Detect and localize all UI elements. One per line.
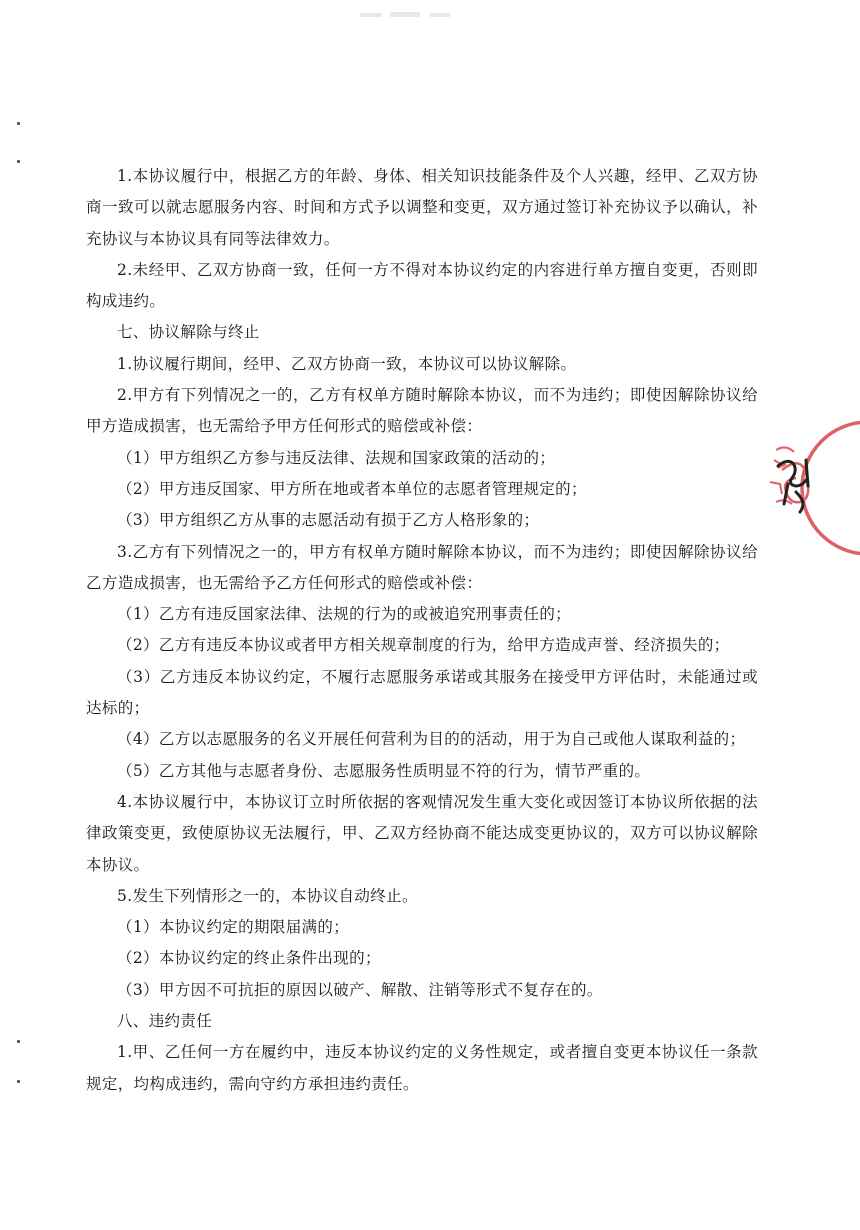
clause-paragraph: 4.本协议履行中，本协议订立时所依据的客观情况发生重大变化或因签订本协议所依据的法律政策变更，致使原协议无法履行，甲、乙双方经协商不能达成变更协议的，双方可以协议解除本协议。 [86, 792, 758, 874]
scan-speck [17, 122, 20, 125]
list-item: （3）乙方违反本协议约定，不履行志愿服务承诺或其服务在接受甲方评估时，未能通过或达标的； [86, 667, 758, 718]
scan-artifact-top [360, 10, 470, 20]
list-item: （1）甲方组织乙方参与违反法律、法规和国家政策的活动的； [117, 448, 556, 467]
clause-paragraph: 1.协议履行期间，经甲、乙双方协商一致，本协议可以协议解除。 [117, 354, 577, 373]
clause-paragraph: 1.甲、乙任何一方在履约中，违反本协议约定的义务性规定，或者擅自变更本协议任一条款规定，均构成违约，需向守约方承担违约责任。 [86, 1043, 758, 1093]
list-item: （1）本协议约定的期限届满的； [117, 918, 350, 937]
scan-speck [17, 1040, 20, 1043]
section-heading: 七、协议解除与终止 [117, 323, 260, 342]
list-item: （4）乙方以志愿服务的名义开展任何营利为目的的活动，用于为自己或他人谋取利益的； [117, 730, 746, 749]
list-item: （3）甲方组织乙方从事的志愿活动有损于乙方人格形象的； [117, 511, 540, 530]
section-heading: 八、违约责任 [117, 1012, 213, 1031]
clause-paragraph: 2.甲方有下列情况之一的，乙方有权单方随时解除本协议，而不为违约；即使因解除协议给甲方造成损害，也无需给予甲方任何形式的赔偿或补偿： [86, 386, 758, 436]
list-item: （2）本协议约定的终止条件出现的； [117, 949, 381, 968]
list-item: （3）甲方因不可抗拒的原因以破产、解散、注销等形式不复存在的。 [117, 980, 603, 999]
scan-speck [17, 1080, 20, 1083]
list-item: （5）乙方其他与志愿者身份、志愿服务性质明显不符的行为，情节严重的。 [117, 761, 651, 780]
seal-stamp [748, 420, 860, 556]
clause-paragraph: 2.未经甲、乙双方协商一致，任何一方不得对本协议约定的内容进行单方擅自变更，否则即构成违约。 [86, 260, 758, 311]
clause-paragraph: 3.乙方有下列情况之一的，甲方有权单方随时解除本协议，而不为违约；即使因解除协议给乙方造成损害，也无需给予乙方任何形式的赔偿或补偿： [86, 542, 758, 592]
clause-paragraph: 5.发生下列情形之一的，本协议自动终止。 [117, 886, 418, 905]
list-item: （2）乙方有违反本协议或者甲方相关规章制度的行为，给甲方造成声誉、经济损失的； [117, 636, 730, 655]
document-body [86, 161, 758, 1100]
list-item: （2）甲方违反国家、甲方所在地或者本单位的志愿者管理规定的； [117, 479, 587, 498]
scan-speck [17, 160, 20, 163]
clause-paragraph: 1.本协议履行中，根据乙方的年龄、身体、相关知识技能条件及个人兴趣，经甲、乙双方协商一致可以就志愿服务内容、时间和方式予以调整和变更，双方通过签订补充协议予以确认，补充协议与本协议具有同等法律效力。 [86, 167, 758, 248]
list-item: （1）乙方有违反国家法律、法规的行为的或被追究刑事责任的； [117, 605, 572, 624]
